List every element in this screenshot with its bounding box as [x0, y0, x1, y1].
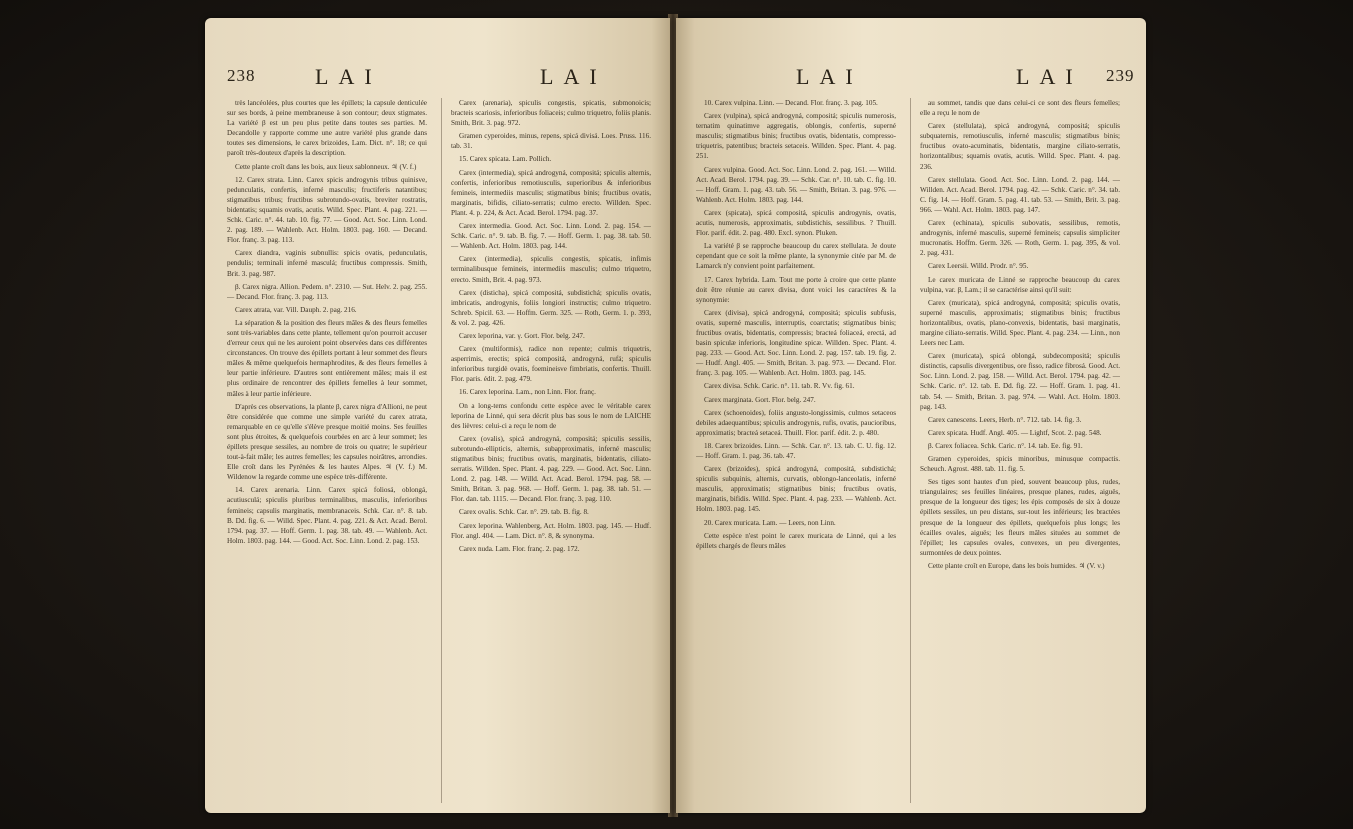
text-paragraph: Carex nuda. Lam. Flor. franç. 2. pag. 172.	[459, 544, 580, 553]
text-paragraph: 17. Carex hybrida. Lam. Tout me porte à croire que cette plante doit être réunie au carex divisa, dont voici les caractères & la synonymie:	[696, 275, 896, 304]
text-paragraph: Carex atrata, var. Vill. Dauph. 2. pag. 216.	[235, 305, 357, 314]
text-paragraph: La séparation & la position des fleurs mâles & des fleurs femelles sont très-variables dans cette plante, tellement qu'on pourroit accuser d'erreur ceux qui ne les auroient point observées dans ces différentes circonstances. On trouve des épillets portant à leur sommet des fleurs mâles & même quelquefois hermaphrodites, & des fleurs femelles à leur partie inférieure. D'autres sont entièrement mâles; mais il est plus ordinaire de rencontrer des épillets femelles à leur sommet, mâles à leur partie inférieure.	[227, 318, 427, 398]
left-column-1	[227, 98, 427, 808]
text-paragraph: 12. Carex strata. Linn. Carex spicis androgynis tribus quinisve, pedunculatis, confertis, inferné masculis; fructiferis natantibus; stigmatibus tribus; fructibus subrotundo-ovatis, breviter rostratis, bidentatis; squamis ovatis, acutis. Willd. Spec. Plant. 4. pag. 221. — Schk. Caric. n°. 44. tab. 10. fig. 77. — Good. Act. Soc. Linn. Lond. 2. pag. 189. — Wahlenb. Act. Holm. 1803. pag. 160. — Decand. Flor. franç. 3. pag. 113.	[227, 175, 427, 245]
text-paragraph: Carex (vulpina), spicá androgyná, compositá; spiculis numerosis, ternatim quinatimve aggregatis, oblongis, confertis, superné masculis; stigmatibus binis; fructibus ovatis, bidentatis, compresso-triquetris, patentibus; bracteis setaceis. Willden. Spec. Plant. 4. pag. 251.	[696, 112, 896, 161]
right-column-1	[696, 98, 896, 808]
left-page	[205, 18, 670, 813]
column-rule-right	[910, 98, 911, 803]
right-page-header	[676, 64, 1146, 94]
text-paragraph: 20. Carex muricata. Lam. — Leers, non Linn.	[704, 518, 836, 527]
text-paragraph: Cette plante croît en Europe, dans les bois humides. ♃ (V. v.)	[928, 561, 1105, 570]
text-paragraph: D'après ces observations, la plante β, carex nigra d'Allioni, ne peut être considérée que comme une simple variété du carex atrata, remarquable en ce qu'elle s'élève presque moitié moins. Ses feuilles sont plus étroites, & quelquefois courbées en arc à leur sommet; les épillets presque sessiles, au nombre de trois ou quatre; le supérieur tout-à-fait mâle; les autres femelles; les capsules noirâtres, arrondies. Elle croît dans les Pyrénées & les hautes Alpes. ♃ (V. f.) M. Wildenow la regarde comme une espèce très-différente.	[227, 402, 427, 482]
text-paragraph: β. Carex foliacea. Schk. Caric. n°. 14. tab. Ee. fig. 91.	[928, 441, 1083, 450]
text-paragraph: Carex (brizoides), spicá androgyná, compositá, subdistichá; spiculis subquinis, alternis, curvatis, oblongo-lanceolatis, inferné masculis, approximatis; stigmatibus binis; fructibus ovatis, marginatis, bifidis. Willd. Spec. Plant. 4. pag. 233. — Wahlenb. Act. Holm. 1803. pag. 145.	[696, 465, 896, 514]
text-paragraph: Carex ovalis. Schk. Car. n°. 29. tab. B. fig. 8.	[459, 508, 589, 517]
text-paragraph: Carex (stellulata), spicá androgyná, compositá; spiculis subquaternis, remotiusculis, inferné masculis; stigmatibus binis; fructibus ovato-acuminatis, bidentatis, margine ciliato-serratis, horizontalibus; squamis ovatis, acutis. Willd. Spec. Plant. 4. pag. 236.	[920, 122, 1120, 171]
text-paragraph: La variété β se rapproche beaucoup du carex stellulata. Je doute cependant que ce soit la même plante, la synonymie citée par M. de Lamarck n'y convient point parfaitement.	[696, 242, 896, 271]
text-paragraph: Carex (ovalis), spicá androgyná, compositá; spiculis sessilis, subrotundo-ellipticis, alternis, subapproximatis, inferné masculis; stigmatibus binis; fructibus ovatis, marginatis, bidentatis, ciliato-serratis. Willden. Spec. Plant. 4. pag. 229. — Good. Act. Soc. Linn. Lond. 2. pag. 148. — Willd. Act. Acad. Berol. 1794. pag. 58. — Smith, Britan. 3. pag. 968. — Hoff. Germ. 1. pag. 38. tab. 51. — Flor. dan. tab. 1115. — Decand. Flor. franç. 3. pag. 110.	[451, 434, 651, 504]
text-paragraph: Carex (muricata), spicá androgyná, compositá; spiculis ovatis, superné masculis, approximatis; stigmatibus binis; fructibus horizontalibus, ovatis, plano-convexis, bidentatis, basi marginatis, margine ciliato-serratis. Willd. Spec. Plant. 4. pag. 234. — Linn., non Leers nec Lam.	[920, 298, 1120, 348]
text-paragraph: Carex (multiformis), radice non repente; culmis triquetris, asperrimis, erectis; spicá compositá, androgyná, rufá; spiculis inferioribus turgidè ovatis, foemineisve fimbriatis, confertis. Thuill. Flor. paris. édit. 2. pag. 479.	[451, 345, 651, 384]
text-paragraph: Carex (muricata), spicá oblongá, subdecompositá; spiculis distinctis, capsulis divergentibus, ore fisso, radice fibrosá. Good. Act. Soc. Linn. Lond. 2. pag. 158. — Willd. Act. Berol. 1794. pag. 42. — Schk. Caric. n°. 12. tab. E. Dd. fig. 22. — Hoff. Gram. 1. pag. 41. tab. 54. — Smith, Britan. 3. pag. 974. — Wahl. Act. Holm. 1803. pag. 143.	[920, 352, 1120, 411]
running-title-left-col2: LAI	[540, 64, 607, 89]
text-paragraph: Carex (schoenoides), foliis angusto-longissimis, culmos setaceos debiles adaequantibus; spiculis androgynis, rufis, ovatis, paucioribus, approximatis; bracteá setaceá. Thuill. Flor. parif. édit. 2. p. 480.	[696, 408, 896, 437]
running-title-left-col1: LAI	[315, 64, 382, 89]
text-paragraph: Carex intermedia. Good. Act. Soc. Linn. Lond. 2. pag. 154. — Schk. Caric. n°. 9. tab. B. fig. 7. — Hoff. Germ. 1. pag. 38. tab. 50. — Wahlenb. Act. Holm. 1803. pag. 144.	[451, 222, 651, 251]
left-column-2	[451, 98, 651, 808]
text-paragraph: Carex (intermedia), spiculis congestis, spicatis, infimis terminalibusque femineis, intermediis masculis; culmo triquetro, erecto. Smith, Brit. 4. pag. 973.	[451, 255, 651, 284]
running-title-right-col2: LAI	[1016, 64, 1083, 89]
text-paragraph: Gramen cyperoides, spicis minoribus, minusque compactis. Scheuch. Agrost. 488. tab. 11. fig. 5.	[920, 455, 1120, 474]
text-paragraph: 10. Carex vulpina. Linn. — Decand. Flor. franç. 3. pag. 105.	[704, 99, 878, 107]
text-paragraph: Carex (echinata), spiculis subovatis, sessilibus, remotis, androgynis, inferné masculis, superné femineis; capsulis simpliciter mucronatis. Hoffm. Germ. 326. — Roth, Germ. 1. pag. 395, & vol. 2. pag. 431.	[920, 219, 1120, 258]
right-column-2	[920, 98, 1120, 808]
text-paragraph: 15. Carex spicata. Lam. Pollich.	[459, 155, 552, 164]
right-page	[676, 18, 1146, 813]
text-paragraph: Carex divisa. Schk. Caric. n°. 11. tab. R. Vv. fig. 61.	[704, 382, 855, 391]
text-paragraph: très lancéolées, plus courtes que les épillets; la capsule denticulée sur ses bords, à peine membraneuse à son contour; deux stigmates. La variété β est un peu plus petite dans toutes ses parties. M. Decandolle y rapporte comme une autre variété plus grande dans toutes ses dimensions, le carex brizoides, Lam. Dict. n°. 18; ce qui paroît très-douteux d'après la description.	[227, 99, 427, 158]
text-paragraph: Carex Leersii. Willd. Prodr. n°. 95.	[928, 262, 1029, 271]
text-paragraph: 16. Carex leporina. Lam., non Linn. Flor. franç.	[459, 388, 596, 397]
text-paragraph: Cette espèce n'est point le carex muricata de Linné, qui a les épillets chargés de fleurs mâles	[696, 531, 896, 550]
text-paragraph: Carex stellulata. Good. Act. Soc. Linn. Lond. 2. pag. 144. — Willden. Act. Acad. Berol. 1794. pag. 42. — Schk. Caric. n°. 34. tab. C. fig. 14. — Hoff. Gram. 5. pag. 41. tab. 53. — Smith, Brit. 3. pag. 966. — Wahl. Act. Holm. 1803. pag. 147.	[920, 175, 1120, 214]
text-paragraph: Gramen cyperoides, minus, repens, spicá divisá. Loes. Pruss. 116. tab. 31.	[451, 132, 651, 151]
text-paragraph: Carex (intermedia), spicá androgyná, compositá; spiculis alternis, confertis, inferioribus remotiusculis, superioribus & inferioribus femineis, intermediis masculis; stigmatibus binis; fructibus ovatis, marginatis, bifidis, ciliato-serratis; culmo erecto. Willden. Spec. Plant. 4. p. 224, & Act. Acad. Berol. 1794. pag. 37.	[451, 168, 651, 217]
text-paragraph: Carex spicata. Hudf. Angl. 405. — Lightf, Scot. 2. pag. 548.	[928, 428, 1102, 437]
text-paragraph: On a long-tems confondu cette espèce avec le véritable carex leporina de Linné, qui sera décrit plus bas sous le nom de LAICHE des lièvres: celui-ci a reçu le nom de	[451, 401, 651, 430]
text-paragraph: Carex marginata. Gort. Flor. belg. 247.	[704, 395, 816, 404]
text-paragraph: Cette plante croît dans les bois, aux lieux sablonneux. ♃ (V. f.)	[235, 162, 417, 171]
text-paragraph: Carex leporina, var. γ. Gort. Flor. belg. 247.	[459, 331, 585, 340]
text-paragraph: 18. Carex brizoides. Linn. — Schk. Car. n°. 13. tab. C. U. fig. 12. — Hoff. Gram. 1. pag. 36. tab. 47.	[696, 441, 896, 460]
running-title-right-col1: LAI	[796, 64, 863, 89]
text-paragraph: Carex leporina. Wahlenberg, Act. Holm. 1803. pag. 145. — Hudf. Flor. angl. 404. — Lam. Dict. n°. 8, & synonyma.	[451, 521, 651, 540]
text-paragraph: Carex (disticha), spicá compositá, subdistichá; spiculis ovatis, imbricatis, androgynis, foliis longiori instructis; culmo triquetro. Schreb. Spicil. 63. — Hoffm. Germ. 325. — Roth, Germ. 1. p. 393, & vol. 2. pag. 426.	[451, 288, 651, 327]
text-paragraph: Carex (spicata), spicá compositá, spiculis androgynis, ovatis, acutis, numerosis, approximatis, subdistichis, sessilibus. ? Thuill. Flor. parif. édit. 2. pag. 480. Excl. synon. Pluken.	[696, 208, 896, 238]
column-rule-left	[441, 98, 442, 803]
text-paragraph: Carex (arenaria), spiculis congestis, spicatis, submonoicis; bracteis scariosis, inferioribus foliaceis; culmo triquetro, foliis planis. Smith, Brit. 3. pag. 972.	[451, 99, 651, 128]
text-paragraph: Carex canescens. Leers, Herb. n°. 712. tab. 14. fig. 3.	[928, 415, 1082, 424]
text-paragraph: au sommet, tandis que dans celui-ci ce sont des fleurs femelles; elle a reçu le nom de	[920, 99, 1120, 118]
page-number-left: 238	[227, 66, 256, 85]
text-paragraph: β. Carex nigra. Allion. Pedem. n°. 2310. — Sut. Helv. 2. pag. 255. — Decand. Flor. franç. 3. pag. 113.	[227, 282, 427, 301]
text-paragraph: Carex diandra, vaginis subnullis: spicis ovatis, pedunculatis, pendulis; terminali inferné masculá; fructibus compressis. Smith, Brit. 3. pag. 987.	[227, 249, 427, 278]
left-page-header	[205, 64, 670, 94]
text-paragraph: Carex (divisa), spicá androgyná, compositá; spiculis subfusis, ovatis, superné masculis, interruptis, coarctatis; stigmatibus binis; fructibus ovatis, bidentatis, compressis; bracteá foliaceá, erectá, ad basin spiculæ inferioris, longitudine spicæ. Willden. Spec. Plant. 4. pag. 233. — Good. Act. Soc. Linn. Lond. 2. pag. 157. tab. 19. fig. 2. — Hudf. Angl. 405. — Smith, Britan. 3. pag. 973. — Decand. Flor. franç. 3. pag. 105. — Wahlenb. Act. Holm. 1803. pag. 145.	[696, 308, 896, 378]
text-paragraph: Le carex muricata de Linné se rapproche beaucoup du carex vulpina, var. β, Lam.; il se caractérise ainsi qu'il suit:	[920, 275, 1120, 294]
text-paragraph: Ses tiges sont hautes d'un pied, souvent beaucoup plus, rudes, triangulaires; ses feuilles linéaires, presque planes, rudes, aiguës, presque de la longueur des tiges; les épis composés de six à douze épillets sessiles, un peu distans, sur-tout les inférieurs; les bractées presque de la longueur des épillets, quelquefois plus longs; les écailles ovales, aiguës; les fleurs mâles situées au sommet de l'épillet; les capsules ovales, convexes, un peu divergentes, surmontées de deux pointes.	[920, 478, 1120, 557]
text-paragraph: 14. Carex arenaria. Linn. Carex spicá foliosá, oblongá, acutiusculá; spiculis pluribus terminalibus, masculis, inferioribus femineis; capsulis marginatis, membranaceis. Schk. Car. n°. 8. tab. B. Dd. fig. 6. — Willd. Spec. Plant. 4. pag. 221. & Act. Acad. Berol. 1794. pag. 37. — Hoff. Germ. 1. pag. 38. tab. 49. — Wahlenb. Act. Holm. 1803. pag. 144. — Good. Act. Soc. Linn. Lond. 2. pag. 153.	[227, 486, 427, 545]
text-paragraph: Carex vulpina. Good. Act. Soc. Linn. Lond. 2. pag. 161. — Willd. Act. Acad. Berol. 1794. pag. 39. — Schk. Car. n°. 10. tab. C. fig. 10. — Hoff. Gram. 1. pag. 43. tab. 56. — Smith, Britan. 3. pag. 976. — Wahlenb. Act. Holm. 1803. pag. 144.	[696, 165, 896, 204]
page-number-right: 239	[1106, 66, 1135, 85]
